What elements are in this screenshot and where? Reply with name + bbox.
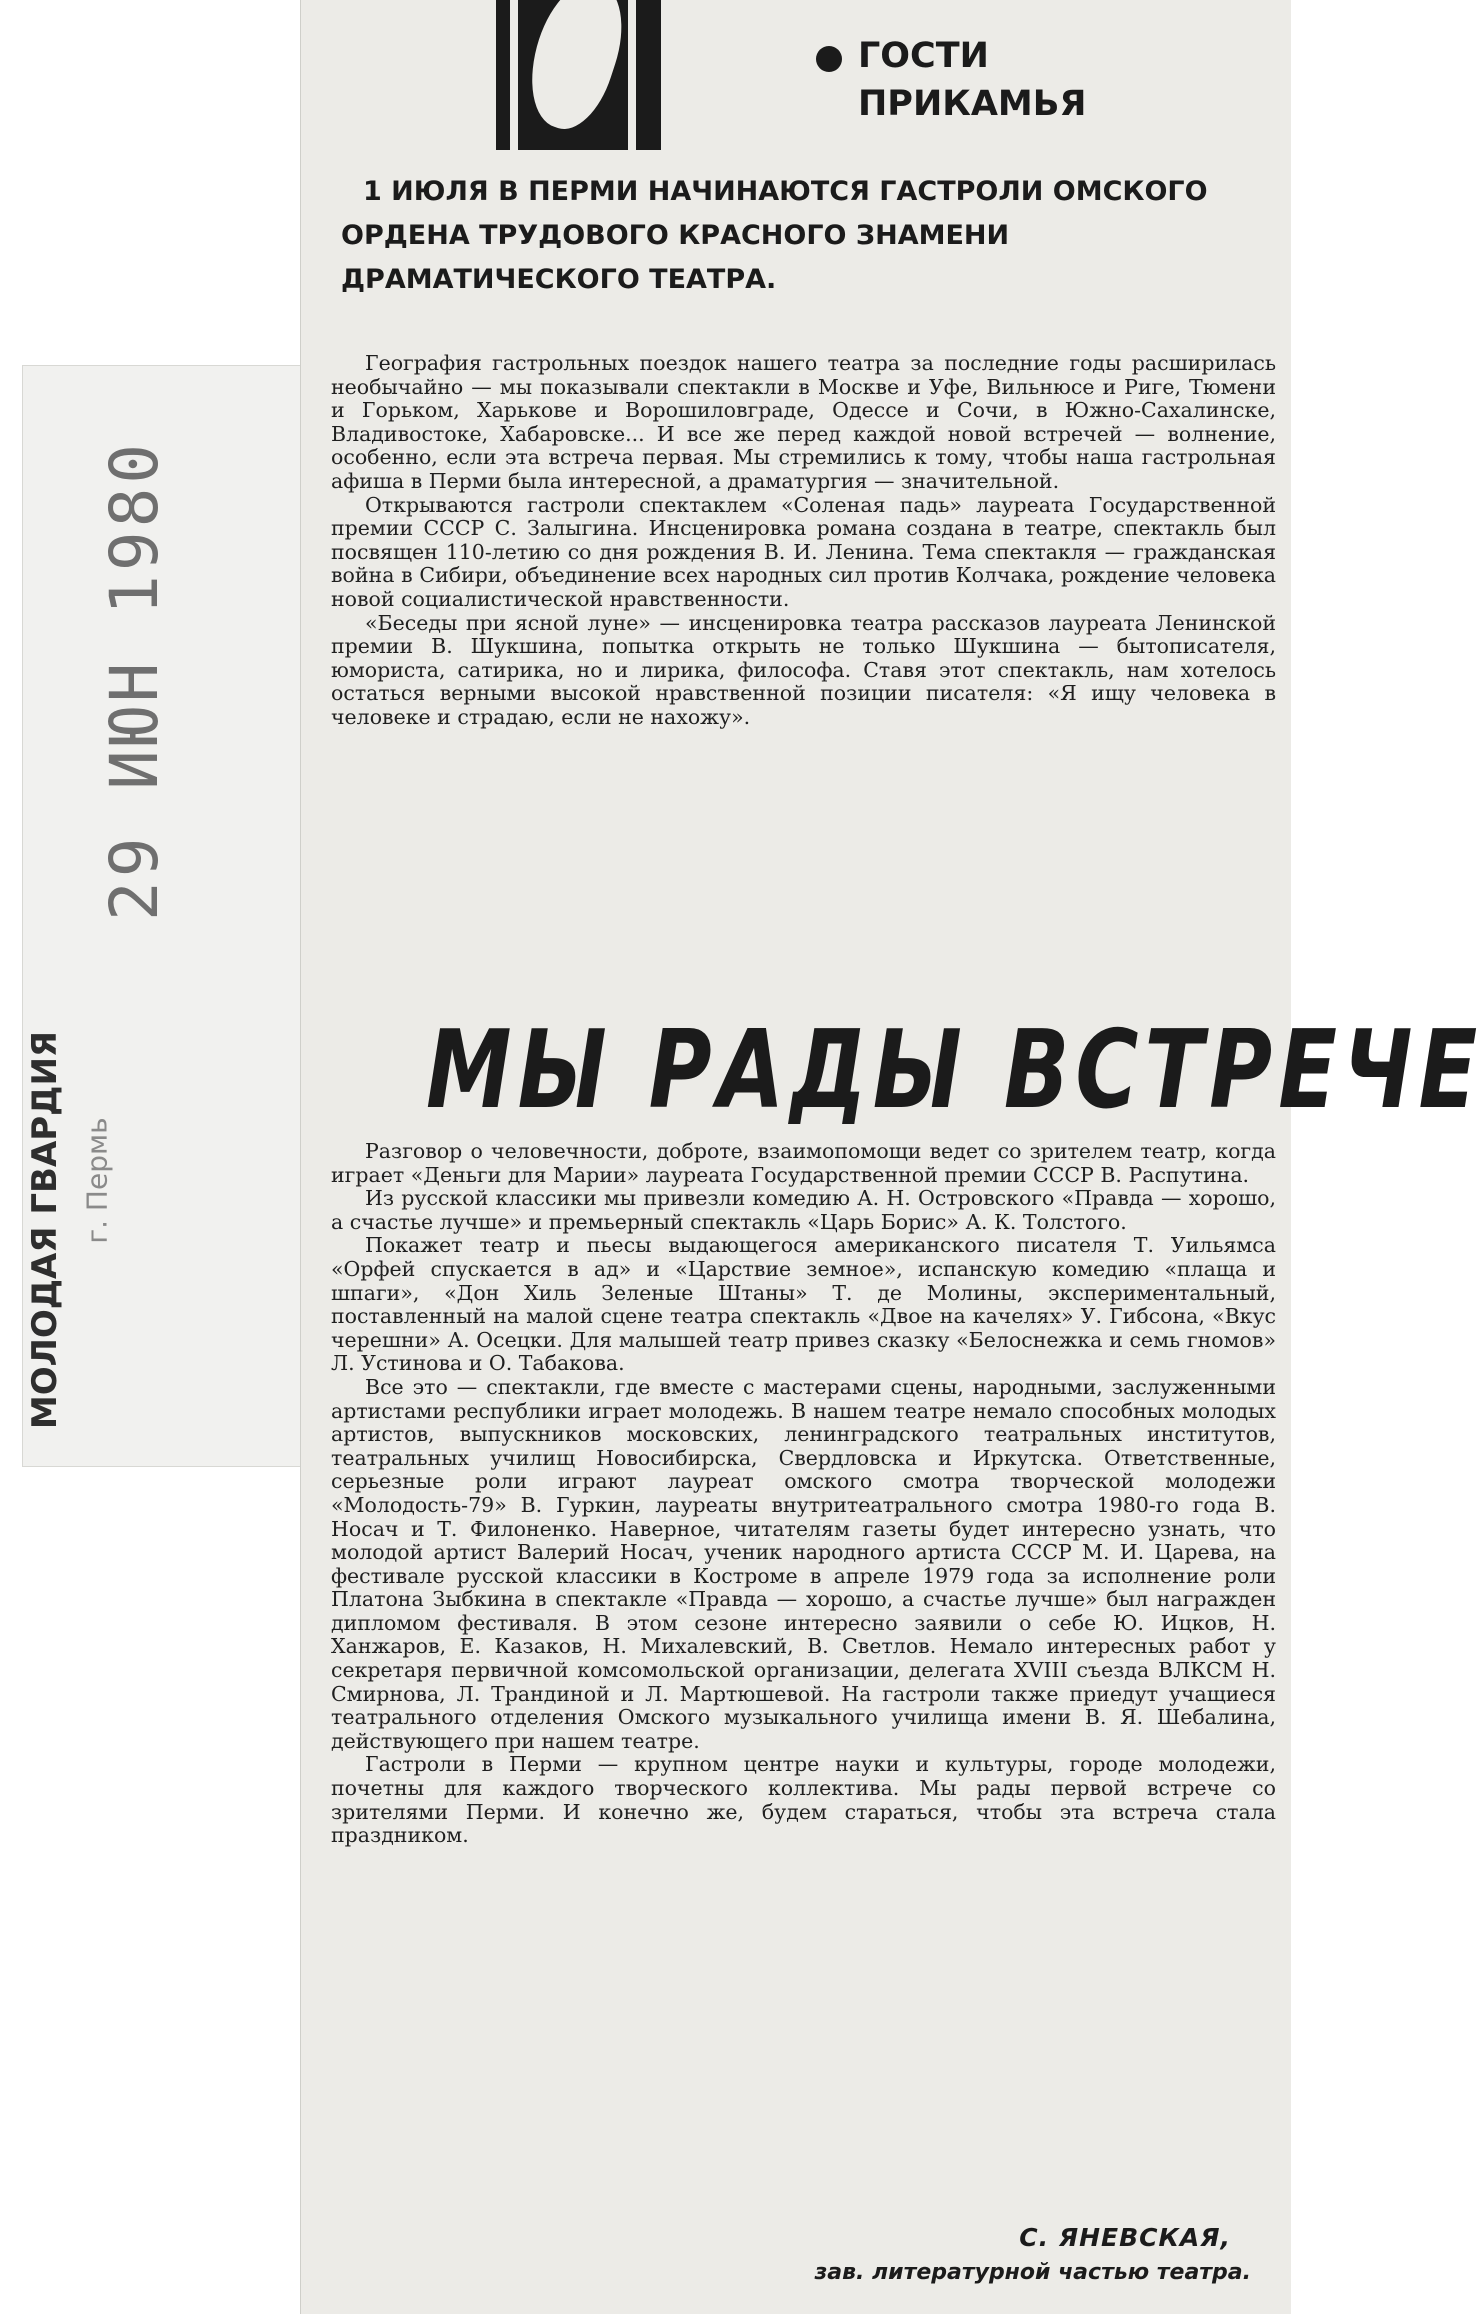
- newspaper-name: [10, 1020, 80, 1440]
- rubric-title: [858, 32, 1086, 128]
- newspaper-name-text: МОЛОДАЯ ГВАРДИЯ: [25, 1030, 66, 1430]
- article-body-top: [331, 352, 1276, 730]
- newspaper-clipping: [300, 0, 1483, 2314]
- article-body-bottom: [331, 1140, 1276, 1848]
- paragraph: Открываются гастроли спектаклем «Соленая падь» лауреата Государственной премии СССР С. Залыгина. Инсценировка романа создана в театре, спектакль был посвящен 110-летию со дня рождения В. И. Ленина. Тема спектакля — гражданская война в Сибири, объединение всех народных сил против Колчака, рождение человека новой социалистической нравственности.: [331, 492, 1276, 611]
- rubric: [816, 32, 1086, 128]
- paragraph: Из русской классики мы привезли комедию А. Н. Островского «Правда — хорошо, а счастье лучше» и премьерный спектакль «Царь Борис» А. К. Толстого.: [331, 1186, 1276, 1234]
- theatre-mask-logo-icon: [496, 0, 661, 150]
- paragraph: География гастрольных поездок нашего театра за последние годы расширилась необычайно — мы показывали спектакли в Москве и Уфе, Вильнюсе и Риге, Тюмени и Горьком, Харькове и Ворошиловграде, Одессе и Сочи, в Южно-Сахалинске, Владивостоке, Хабаровске... И все же перед каждой новой встречей — волнение, особенно, если эта встреча первая. Мы стремились к тому, чтобы наша гастрольная афиша в Перми была интересной, а драматургия — значительной.: [331, 351, 1276, 493]
- article-headline: МЫ РАДЫ ВСТРЕЧЕ: [426, 1008, 1483, 1133]
- rubric-line-2: ПРИКАМЬЯ: [858, 84, 1087, 124]
- author-position: зав. литературной частью театра.: [814, 2260, 1251, 2285]
- paragraph: Гастроли в Перми — крупном центре науки и культуры, городе молодежи, почетны для каждого творческого коллектива. Мы рады первой встрече со зрителями Перми. И конечно же, будем стараться, чтобы эта встреча стала праздником.: [331, 1752, 1276, 1848]
- date-stamp-text: 29 ИЮН 1980: [96, 439, 174, 921]
- date-stamp: [90, 400, 180, 960]
- rubric-line-1: ГОСТИ: [858, 36, 989, 76]
- paragraph: «Беседы при ясной луне» — инсценировка театра рассказов лауреата Ленинской премии В. Шукшина, попытка открыть не только Шукшина — бытописателя, юмориста, сатирика, но и лирика, философа. Ставя этот спектакль, нам хотелось остаться верными высокой нравственной позиции писателя: «Я ищу человека в человеке и страдаю, если не нахожу».: [331, 610, 1276, 729]
- signature: [814, 2220, 1251, 2290]
- bullet-dot-icon: [816, 46, 842, 72]
- city-name-text: г. Пермь: [80, 1116, 114, 1244]
- city-name: [72, 1110, 122, 1250]
- paragraph: Разговор о человечности, доброте, взаимопомощи ведет со зрителем театр, когда играет «Деньги для Марии» лауреата Государственной премии СССР В. Распутина.: [331, 1139, 1276, 1187]
- paragraph: Покажет театр и пьесы выдающегося американского писателя Т. Уильямса «Орфей спускается в ад» и «Царствие земное», испанскую комедию «плаща и шпаги», «Дон Хиль Зеленые Штаны» Т. де Молины, экспериментальный, поставленный на малой сцене театра спектакль «Двое на качелях» У. Гибсона, «Вкус черешни» А. Осецки. Для малышей театр привез сказку «Белоснежка и семь гномов» Л. Устинова и О. Табакова.: [331, 1233, 1276, 1376]
- lead-paragraph: 1 ИЮЛЯ В ПЕРМИ НАЧИНАЮТСЯ ГАСТРОЛИ ОМСКОГО ОРДЕНА ТРУДОВОГО КРАСНОГО ЗНАМЕНИ ДРАМАТИЧЕСКОГО ТЕАТРА.: [341, 176, 1208, 295]
- paragraph: Все это — спектакли, где вместе с мастерами сцены, народными, заслуженными артистами республики играет молодежь. В нашем театре немало способных молодых артистов, выпускников московских, ленинградского театральных институтов, театральных училищ Новосибирска, Свердловска и Иркутска. Ответственные, серьезные роли играют лауреат омского смотра творческой молодежи «Молодость-79» В. Гуркин, лауреаты внутритеатрального смотра 1980-го года В. Носач и Т. Филоненко. Наверное, читателям газеты будет интересно узнать, что молодой артист Валерий Носач, ученик народного артиста СССР М. И. Царева, на фестивале русской классики в Костроме в апреле 1979 года за исполнение роли Платона Зыбкина в спектакле «Правда — хорошо, а счастье лучше» был награжден дипломом фестиваля. В этом сезоне интересно заявили о себе Ю. Ицков, Н. Ханжаров, Е. Казаков, Н. Михалевский, В. Светлов. Немало интересных работ у секретаря первичной комсомольской организации, делегата XVIII съезда ВЛКСМ Н. Смирнова, Л. Трандиной и Л. Мартюшевой. На гастроли также приедут учащиеся театрального отделения Омского музыкального училища имени В. Я. Шебалина, действующего при нашем театре.: [331, 1374, 1276, 1753]
- author-name: С. ЯНЕВСКАЯ,: [1019, 2223, 1231, 2252]
